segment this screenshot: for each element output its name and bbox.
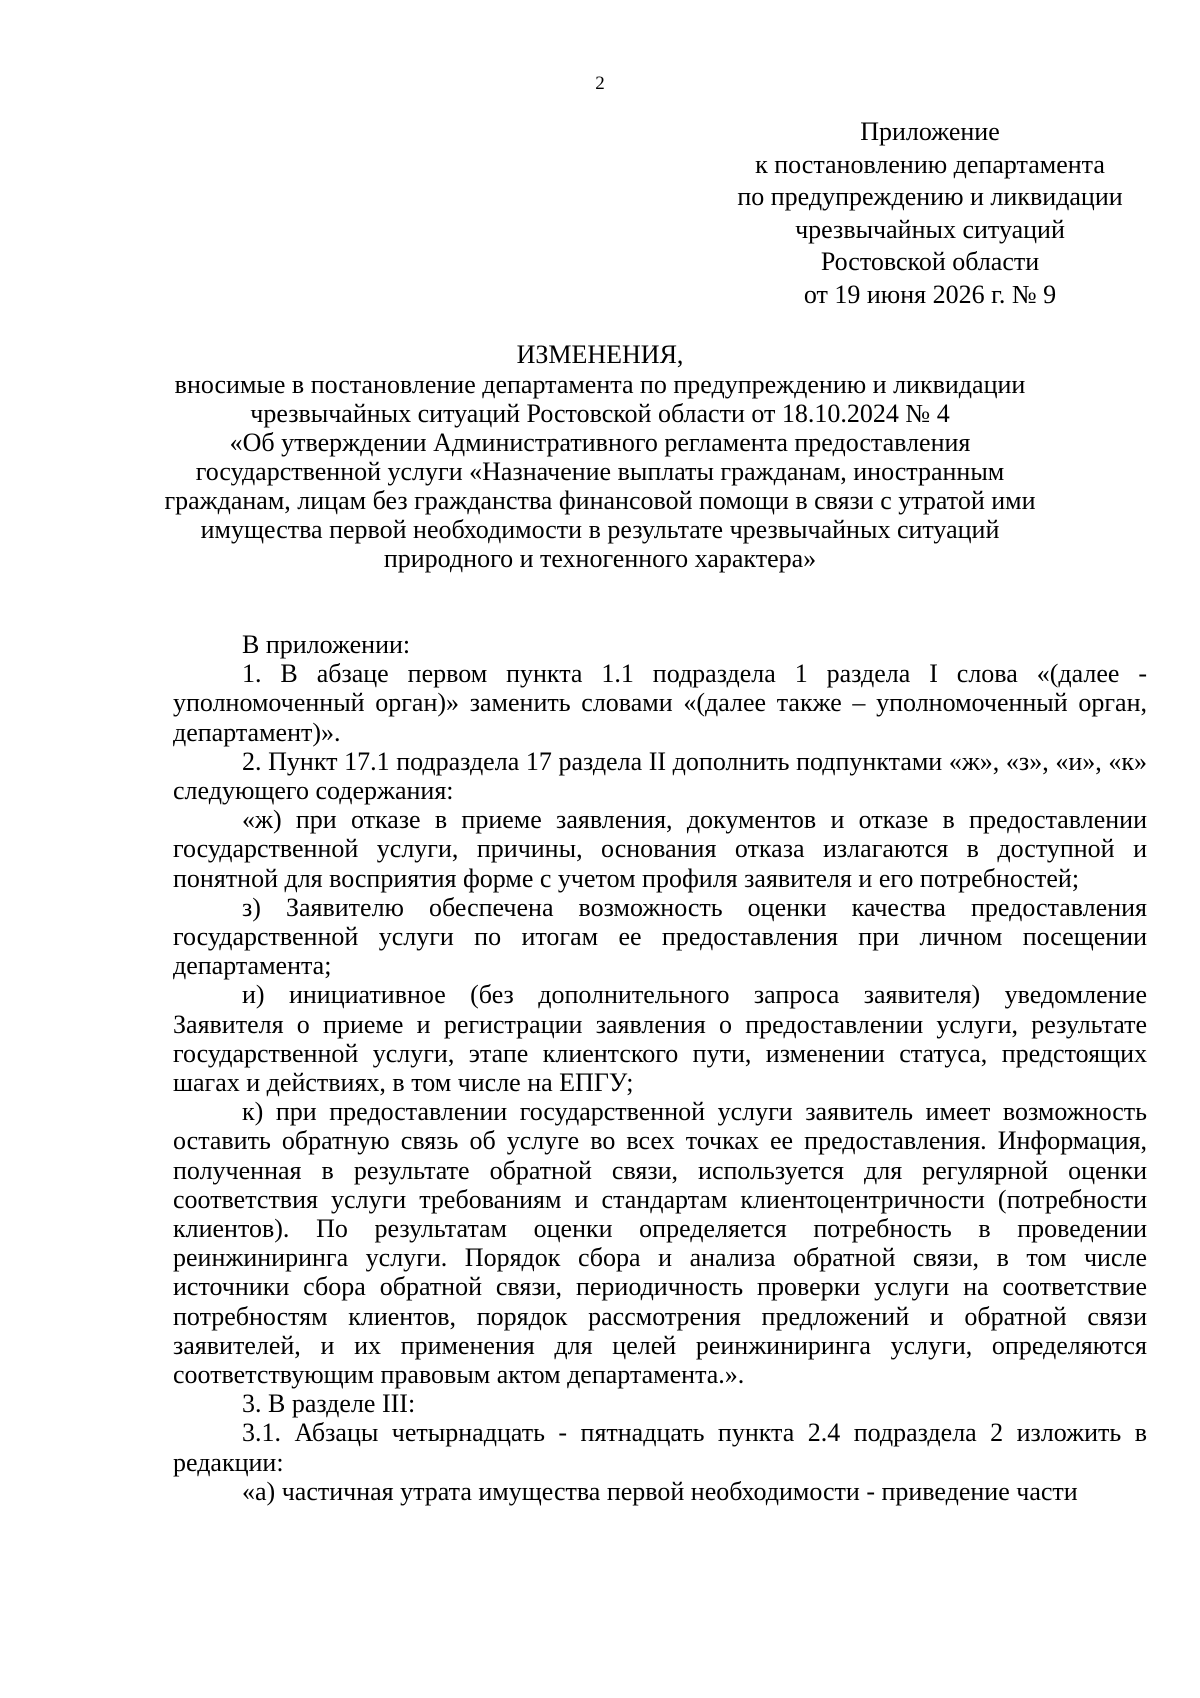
body-paragraph: 1. В абзаце первом пункта 1.1 подраздела 1 раздела I слова «(далее - уполномоченный орган)» заменить словами «(далее также – уполномоченный орган, департамент)». — [173, 659, 1147, 747]
heading-line: гражданам, лицам без гражданства финансовой помощи в связи с утратой ими — [164, 486, 1036, 515]
body-paragraph: «а) частичная утрата имущества первой необходимости - приведение части — [242, 1476, 1078, 1506]
heading-line: чрезвычайных ситуаций Ростовской области от 18.10.2024 № 4 — [250, 399, 950, 428]
heading-line: вносимые в постановление департамента по предупреждению и ликвидации — [174, 370, 1026, 399]
body-paragraph: «ж) при отказе в приеме заявления, документов и отказе в предоставлении государственной услуги, причины, основания отказа излагаются в доступной и понятной для восприятия форме с учетом профиля заявителя и его потребностей; — [173, 805, 1147, 893]
appendix-block — [690, 116, 1170, 312]
body-paragraph: 3. В разделе III: — [242, 1389, 416, 1419]
body-paragraph: и) инициативное (без дополнительного запроса заявителя) уведомление Заявителя о приеме и регистрации заявления о предоставлении услуги, результате государственной услуги, этапе клиентского пути, изменении статуса, предстоящих шагах и действиях, в том числе на ЕПГУ; — [173, 980, 1147, 1098]
heading-line: государственной услуги «Назначение выплаты гражданам, иностранным — [195, 457, 1005, 486]
heading-line: природного и техногенного характера» — [383, 544, 817, 573]
body-paragraph: 3.1. Абзацы четырнадцать - пятнадцать пункта 2.4 подраздела 2 изложить в редакции: — [173, 1418, 1147, 1477]
body-paragraph: 2. Пункт 17.1 подраздела 17 раздела II дополнить подпунктами «ж», «з», «и», «к» следующего содержания: — [173, 746, 1147, 806]
appendix-line: чрезвычайных ситуаций — [795, 214, 1065, 244]
appendix-line: по предупреждению и ликвидации — [737, 182, 1123, 212]
heading-line: имущества первой необходимости в результате чрезвычайных ситуаций — [200, 515, 1000, 544]
document-body — [173, 630, 1147, 1506]
appendix-line: к постановлению департамента — [755, 149, 1105, 179]
appendix-line: от 19 июня 2026 г. № 9 — [803, 279, 1057, 309]
heading-line: «Об утверждении Административного регламента предоставления — [229, 428, 971, 457]
document-title: ИЗМЕНЕНИЯ, — [516, 340, 684, 369]
body-paragraph: В приложении: — [242, 630, 411, 659]
appendix-line: Ростовской области — [820, 247, 1040, 277]
body-paragraph: з) Заявителю обеспечена возможность оценки качества предоставления государственной услуги по итогам ее предоставления при личном посещении департамента; — [173, 892, 1147, 981]
appendix-line: Приложение — [860, 117, 1000, 146]
page-number: 2 — [595, 73, 605, 94]
document-heading — [150, 340, 1050, 573]
body-paragraph: к) при предоставлении государственной услуги заявитель имеет возможность оставить обратную связь об услуге во всех точках ее предоставления. Информация, полученная в результате обратной связи, используется для регулярной оценки соответствия услуги требованиям и стандартам клиентоцентричности (потребности клиентов). По результатам оценки определяется потребность в проведении реинжиниринга услуги. Порядок сбора и анализа обратной связи, в том числе источники сбора обратной связи, периодичность проверки услуги на соответствие потребностям клиентов, порядок рассмотрения предложений и обратной связи заявителей, и их применения для целей реинжиниринга услуги, определяются соответствующим правовым актом департамента.». — [173, 1097, 1147, 1390]
